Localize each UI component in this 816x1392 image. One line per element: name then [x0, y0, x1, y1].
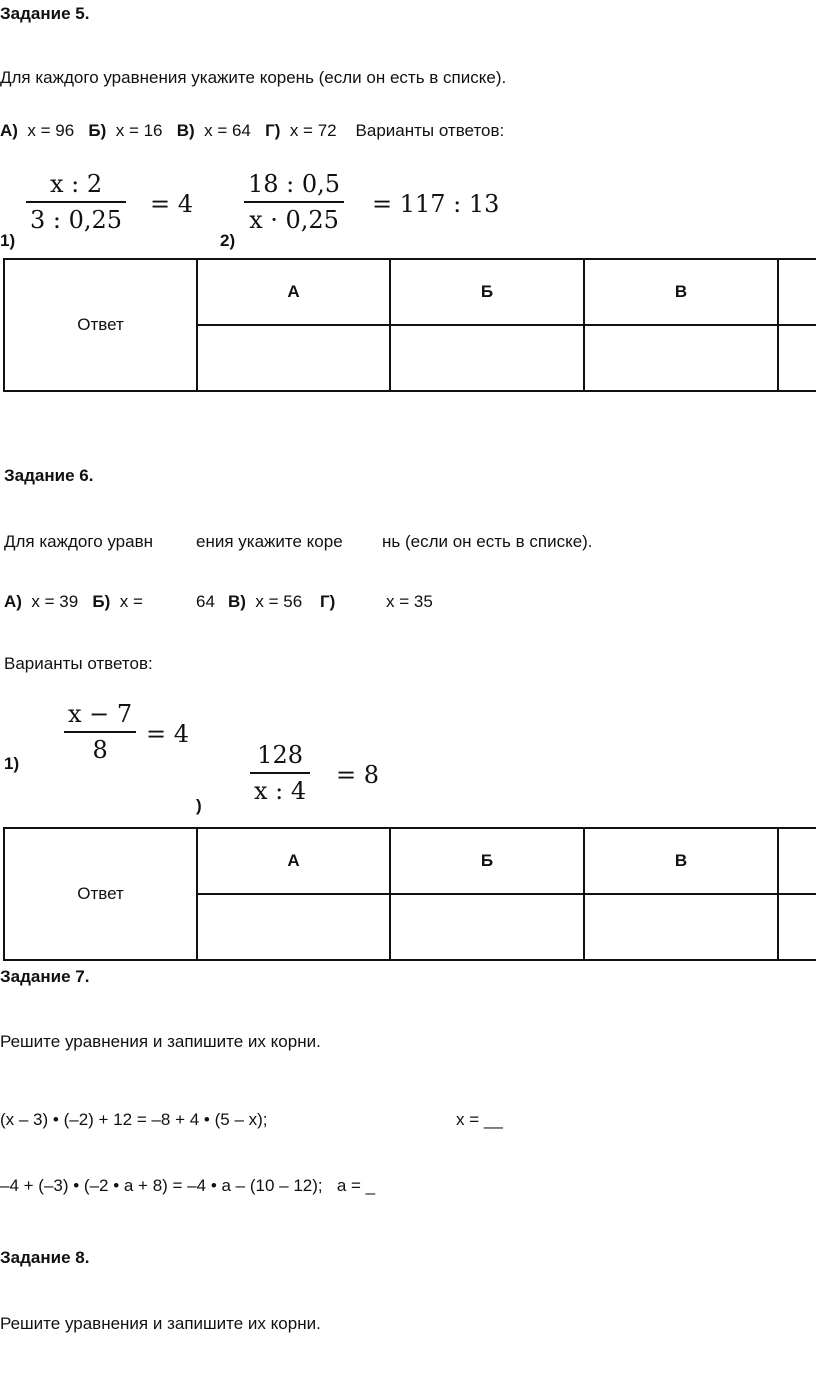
task5-eq2-rhs: = 117 : 13 [372, 190, 500, 218]
answer-cell-extra[interactable] [778, 325, 816, 391]
task5-eq2-fraction [244, 170, 344, 234]
task7-equation-1: (x – 3) • (–2) + 12 = –8 + 4 • (5 – x); [0, 1110, 268, 1129]
task7-equation-2 [0, 1176, 375, 1196]
task6-title: Задание 6. [4, 466, 94, 485]
fraction-denominator: 8 [92, 736, 108, 764]
fraction-denominator: 3 : 0,25 [30, 206, 123, 234]
option-letter: В) [228, 592, 246, 611]
answer-header-a: А [197, 828, 390, 894]
option-value: x = [119, 592, 143, 611]
task6-option-a [4, 592, 143, 612]
fraction-numerator: 18 : 0,5 [248, 170, 341, 198]
task8-title: Задание 8. [0, 1248, 90, 1267]
option-value: x = 96 [27, 121, 75, 140]
task6-instruction-part1: Для каждого уравн [4, 532, 154, 551]
task7-title: Задание 7. [0, 967, 90, 986]
option-letter: А) [4, 592, 22, 611]
option-letter: Б) [88, 121, 107, 140]
task6-eq1-rhs: = 4 [146, 720, 190, 748]
task5-answer-table [3, 258, 816, 392]
answer-header-v: В [584, 828, 778, 894]
answer-cell-b[interactable] [390, 325, 584, 391]
task6-instruction-part2: ения укажите коре [196, 532, 343, 551]
task6-instruction-part3: нь (если он есть в списке). [382, 532, 593, 551]
equation-text: –4 + (–3) • (–2 • a + 8) = –4 • a – (10 – 12); [0, 1176, 323, 1195]
task7-answer-2[interactable]: a = _ [336, 1176, 376, 1195]
task5-instruction: Для каждого уравнения укажите корень (если он есть в списке). [0, 68, 507, 87]
answer-cell-a[interactable] [197, 325, 390, 391]
answer-header-b: Б [390, 259, 584, 325]
option-letter: А) [0, 121, 18, 140]
task5-eq2-label: 2) [220, 231, 236, 250]
option-value: x = 39 [31, 592, 79, 611]
task6-eq2-label: ) [196, 796, 202, 815]
answer-row-label: Ответ [4, 259, 197, 391]
option-letter: Г) [265, 121, 281, 140]
task5-eq1-fraction [26, 170, 126, 234]
fraction-denominator: x : 4 [254, 777, 307, 805]
answer-header-extra [778, 828, 816, 894]
answer-cell-a[interactable] [197, 894, 390, 960]
answer-header-v: В [584, 259, 778, 325]
task6-eq1-fraction [64, 700, 136, 764]
option-letter: Б) [92, 592, 111, 611]
answer-header-a: А [197, 259, 390, 325]
answer-header-b: Б [390, 828, 584, 894]
task5-eq1-rhs: = 4 [150, 190, 194, 218]
task6-eq2-rhs: = 8 [336, 761, 380, 789]
option-value: x = 64 [204, 121, 251, 140]
task5-title: Задание 5. [0, 4, 90, 23]
task7-instruction: Решите уравнения и запишите их корни. [0, 1032, 321, 1051]
task8-instruction: Решите уравнения и запишите их корни. [0, 1314, 321, 1333]
task6-option-v [228, 592, 302, 612]
option-value: x = 72 [289, 121, 337, 140]
task6-eq2-fraction [250, 741, 310, 805]
answer-row-label: Ответ [4, 828, 197, 960]
task6-option-b-rest: 64 [196, 592, 215, 611]
task6-option-g-value: x = 35 [386, 592, 433, 611]
task6-answer-table [3, 827, 816, 961]
variants-label: Варианты ответов: [355, 121, 505, 140]
answer-cell-b[interactable] [390, 894, 584, 960]
task5-options [0, 121, 504, 141]
task5-eq1-label: 1) [0, 231, 16, 250]
fraction-numerator: x : 2 [49, 170, 103, 198]
fraction-numerator: x − 7 [68, 700, 133, 728]
option-value: x = 56 [255, 592, 303, 611]
option-value: x = 16 [115, 121, 163, 140]
answer-cell-extra[interactable] [778, 894, 816, 960]
option-letter: В) [176, 121, 195, 140]
answer-header-extra [778, 259, 816, 325]
fraction-denominator: x · 0,25 [249, 206, 339, 234]
task6-eq1-label: 1) [4, 754, 20, 773]
answer-cell-v[interactable] [584, 325, 778, 391]
task6-variants-label: Варианты ответов: [4, 654, 153, 673]
fraction-numerator: 128 [257, 741, 303, 769]
task6-option-g-letter: Г) [320, 592, 336, 611]
answer-cell-v[interactable] [584, 894, 778, 960]
task7-answer-1[interactable]: x = __ [456, 1110, 503, 1129]
